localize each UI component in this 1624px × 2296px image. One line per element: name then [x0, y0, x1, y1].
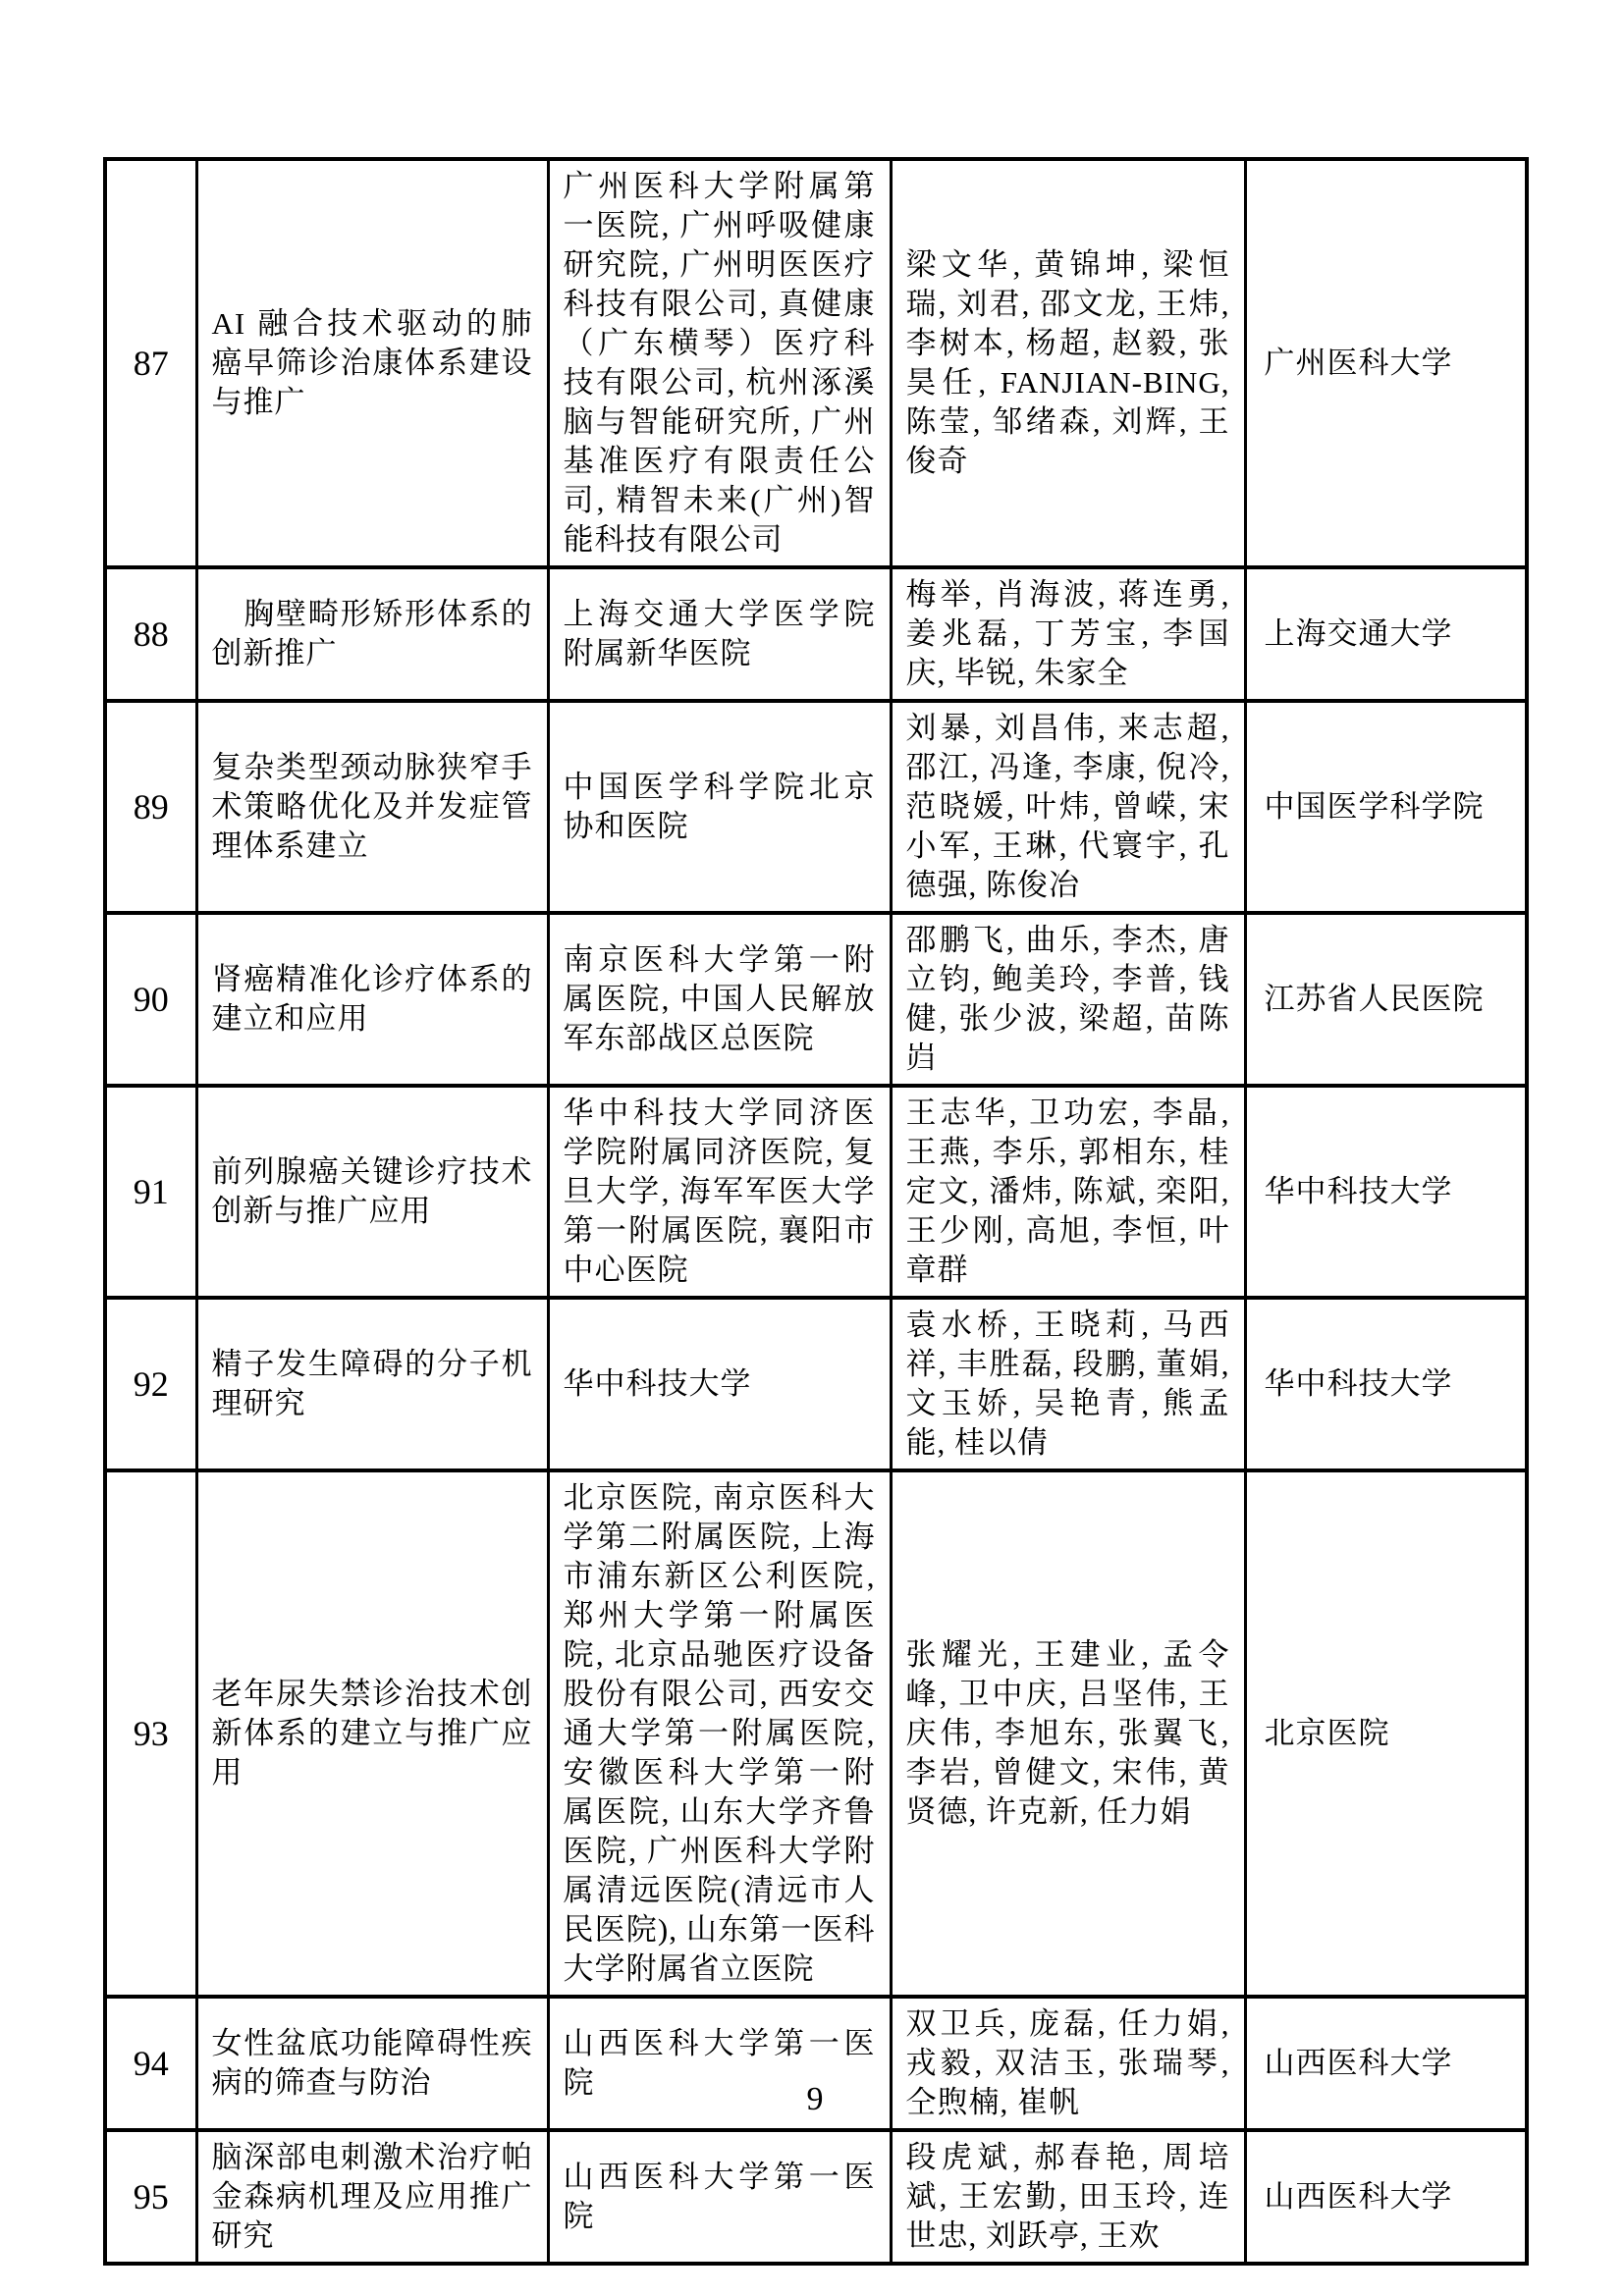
people-cell: 刘暴, 刘昌伟, 来志超, 邵江, 冯逢, 李康, 倪冷, 范晓媛, 叶炜, 曾嵘, 宋小军, 王琳, 代寰宇, 孔德强, 陈俊冶 [891, 701, 1245, 913]
project-title-cell: 脑深部电刺激术治疗帕金森病机理及应用推广研究 [196, 2130, 548, 2264]
table-row [105, 1298, 1527, 1470]
projects-table [103, 157, 1529, 2266]
project-title-cell: 精子发生障碍的分子机理研究 [196, 1298, 548, 1470]
people-cell: 王志华, 卫功宏, 李晶, 王燕, 李乐, 郭相东, 桂定文, 潘炜, 陈斌, 栾阳, 王少刚, 高旭, 李恒, 叶章群 [891, 1086, 1245, 1298]
row-number-cell: 93 [105, 1470, 196, 1997]
row-number-cell: 88 [105, 567, 196, 701]
project-title-cell: 肾癌精准化诊疗体系的建立和应用 [196, 913, 548, 1086]
table-row [105, 1470, 1527, 1997]
people-cell: 段虎斌, 郝春艳, 周培斌, 王宏勤, 田玉玲, 连世忠, 刘跃亭, 王欢 [891, 2130, 1245, 2264]
recommender-cell: 中国医学科学院 [1245, 701, 1527, 913]
people-cell: 邵鹏飞, 曲乐, 李杰, 唐立钧, 鲍美玲, 李普, 钱健, 张少波, 梁超, 苗陈岿 [891, 913, 1245, 1086]
recommender-cell: 北京医院 [1245, 1470, 1527, 1997]
recommender-cell: 上海交通大学 [1245, 567, 1527, 701]
table-row [105, 567, 1527, 701]
institutions-cell: 华中科技大学 [548, 1298, 891, 1470]
institutions-cell: 华中科技大学同济医学院附属同济医院, 复旦大学, 海军军医大学第一附属医院, 襄阳市中心医院 [548, 1086, 891, 1298]
project-title-cell: 女性盆底功能障碍性疾病的筛查与防治 [196, 1997, 548, 2130]
people-cell: 梁文华, 黄锦坤, 梁恒瑞, 刘君, 邵文龙, 王炜, 李树本, 杨超, 赵毅, 张昊任, FANJIAN-BING, 陈莹, 邹绪森, 刘辉, 王俊奇 [891, 159, 1245, 567]
table-row [105, 2130, 1527, 2264]
people-cell: 袁水桥, 王晓莉, 马西祥, 丰胜磊, 段鹏, 董娟, 文玉娇, 吴艳青, 熊孟能, 桂以倩 [891, 1298, 1245, 1470]
people-cell: 双卫兵, 庞磊, 任力娟, 戎毅, 双洁玉, 张瑞琴, 仝煦楠, 崔帆 [891, 1997, 1245, 2130]
project-title-cell: 老年尿失禁诊治技术创新体系的建立与推广应用 [196, 1470, 548, 1997]
institutions-cell: 南京医科大学第一附属医院, 中国人民解放军东部战区总医院 [548, 913, 891, 1086]
institutions-cell: 中国医学科学院北京协和医院 [548, 701, 891, 913]
recommender-cell: 山西医科大学 [1245, 2130, 1527, 2264]
table-row [105, 1086, 1527, 1298]
project-title-cell: 复杂类型颈动脉狭窄手术策略优化及并发症管理体系建立 [196, 701, 548, 913]
row-number-cell: 94 [105, 1997, 196, 2130]
row-number-cell: 91 [105, 1086, 196, 1298]
recommender-cell: 江苏省人民医院 [1245, 913, 1527, 1086]
people-cell: 梅举, 肖海波, 蒋连勇, 姜兆磊, 丁芳宝, 李国庆, 毕锐, 朱家全 [891, 567, 1245, 701]
institutions-cell: 北京医院, 南京医科大学第二附属医院, 上海市浦东新区公利医院, 郑州大学第一附属医院, 北京品驰医疗设备股份有限公司, 西安交通大学第一附属医院, 安徽医科大学第一附属医院, 山东大学齐鲁医院, 广州医科大学附属清远医院(清远市人民医院), 山东第一医科大学附属省立医院 [548, 1470, 891, 1997]
page-number: 9 [806, 2081, 824, 2117]
row-number-cell: 92 [105, 1298, 196, 1470]
table-row [105, 159, 1527, 567]
row-number-cell: 90 [105, 913, 196, 1086]
project-title-cell: 前列腺癌关键诊疗技术创新与推广应用 [196, 1086, 548, 1298]
recommender-cell: 华中科技大学 [1245, 1086, 1527, 1298]
row-number-cell: 89 [105, 701, 196, 913]
table-row [105, 701, 1527, 913]
project-title-cell: AI 融合技术驱动的肺癌早筛诊治康体系建设与推广 [196, 159, 548, 567]
row-number-cell: 95 [105, 2130, 196, 2264]
institutions-cell: 上海交通大学医学院附属新华医院 [548, 567, 891, 701]
institutions-cell: 山西医科大学第一医院 [548, 1997, 891, 2130]
row-number-cell: 87 [105, 159, 196, 567]
recommender-cell: 广州医科大学 [1245, 159, 1527, 567]
institutions-cell: 山西医科大学第一医院 [548, 2130, 891, 2264]
project-title-cell: 胸壁畸形矫形体系的创新推广 [196, 567, 548, 701]
institutions-cell: 广州医科大学附属第一医院, 广州呼吸健康研究院, 广州明医医疗科技有限公司, 真健康（广东横琴）医疗科技有限公司, 杭州涿溪脑与智能研究所, 广州基准医疗有限责任公司, 精智未来(广州)智能科技有限公司 [548, 159, 891, 567]
recommender-cell: 华中科技大学 [1245, 1298, 1527, 1470]
people-cell: 张耀光, 王建业, 孟令峰, 卫中庆, 吕坚伟, 王庆伟, 李旭东, 张翼飞, 李岩, 曾健文, 宋伟, 黄贤德, 许克新, 任力娟 [891, 1470, 1245, 1997]
table-row [105, 913, 1527, 1086]
recommender-cell: 山西医科大学 [1245, 1997, 1527, 2130]
